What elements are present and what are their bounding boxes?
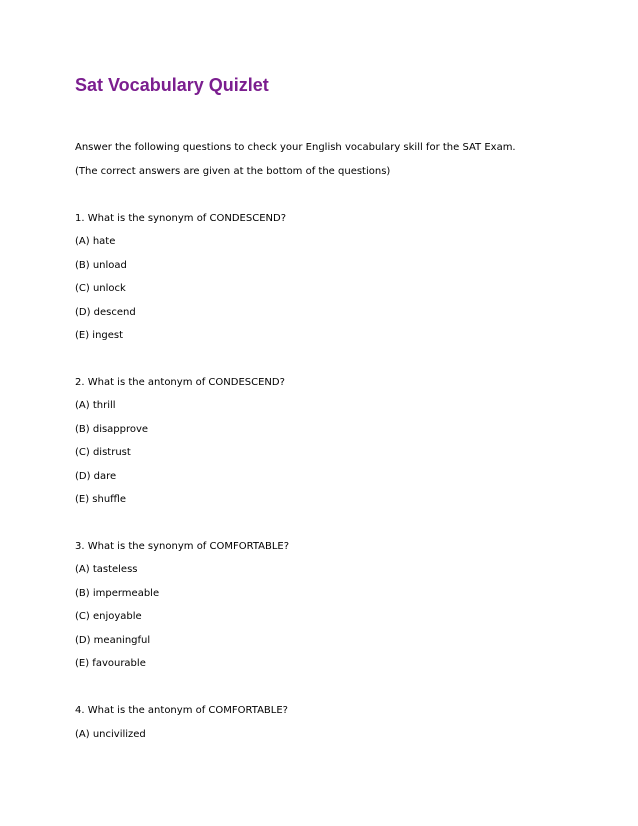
question-3-option-b: (B) impermeable — [75, 588, 160, 599]
question-3-text: 3. What is the synonym of COMFORTABLE? — [75, 541, 290, 552]
question-2-option-e: (E) shuffle — [75, 494, 127, 505]
question-1-option-e: (E) ingest — [75, 330, 124, 341]
intro-instruction: Answer the following questions to check your English vocabulary skill for the SAT Exam. — [75, 142, 516, 153]
question-3-option-a: (A) tasteless — [75, 564, 138, 575]
question-2-option-a: (A) thrill — [75, 400, 116, 411]
question-1-option-a: (A) hate — [75, 236, 116, 247]
intro-note: (The correct answers are given at the bottom of the questions) — [75, 166, 391, 177]
question-1-option-b: (B) unload — [75, 260, 127, 271]
question-3-option-e: (E) favourable — [75, 658, 146, 669]
question-2-option-c: (C) distrust — [75, 447, 131, 458]
question-1-option-d: (D) descend — [75, 307, 136, 318]
question-3-option-c: (C) enjoyable — [75, 611, 142, 622]
question-4-text: 4. What is the antonym of COMFORTABLE? — [75, 705, 288, 716]
document-title: Sat Vocabulary Quizlet — [75, 75, 269, 95]
question-2-option-b: (B) disapprove — [75, 424, 149, 435]
question-3-option-d: (D) meaningful — [75, 635, 151, 646]
question-2-text: 2. What is the antonym of CONDESCEND? — [75, 377, 285, 388]
question-4-option-a: (A) uncivilized — [75, 729, 146, 740]
question-1-option-c: (C) unlock — [75, 283, 126, 294]
question-2-option-d: (D) dare — [75, 471, 117, 482]
question-1-text: 1. What is the synonym of CONDESCEND? — [75, 213, 286, 224]
